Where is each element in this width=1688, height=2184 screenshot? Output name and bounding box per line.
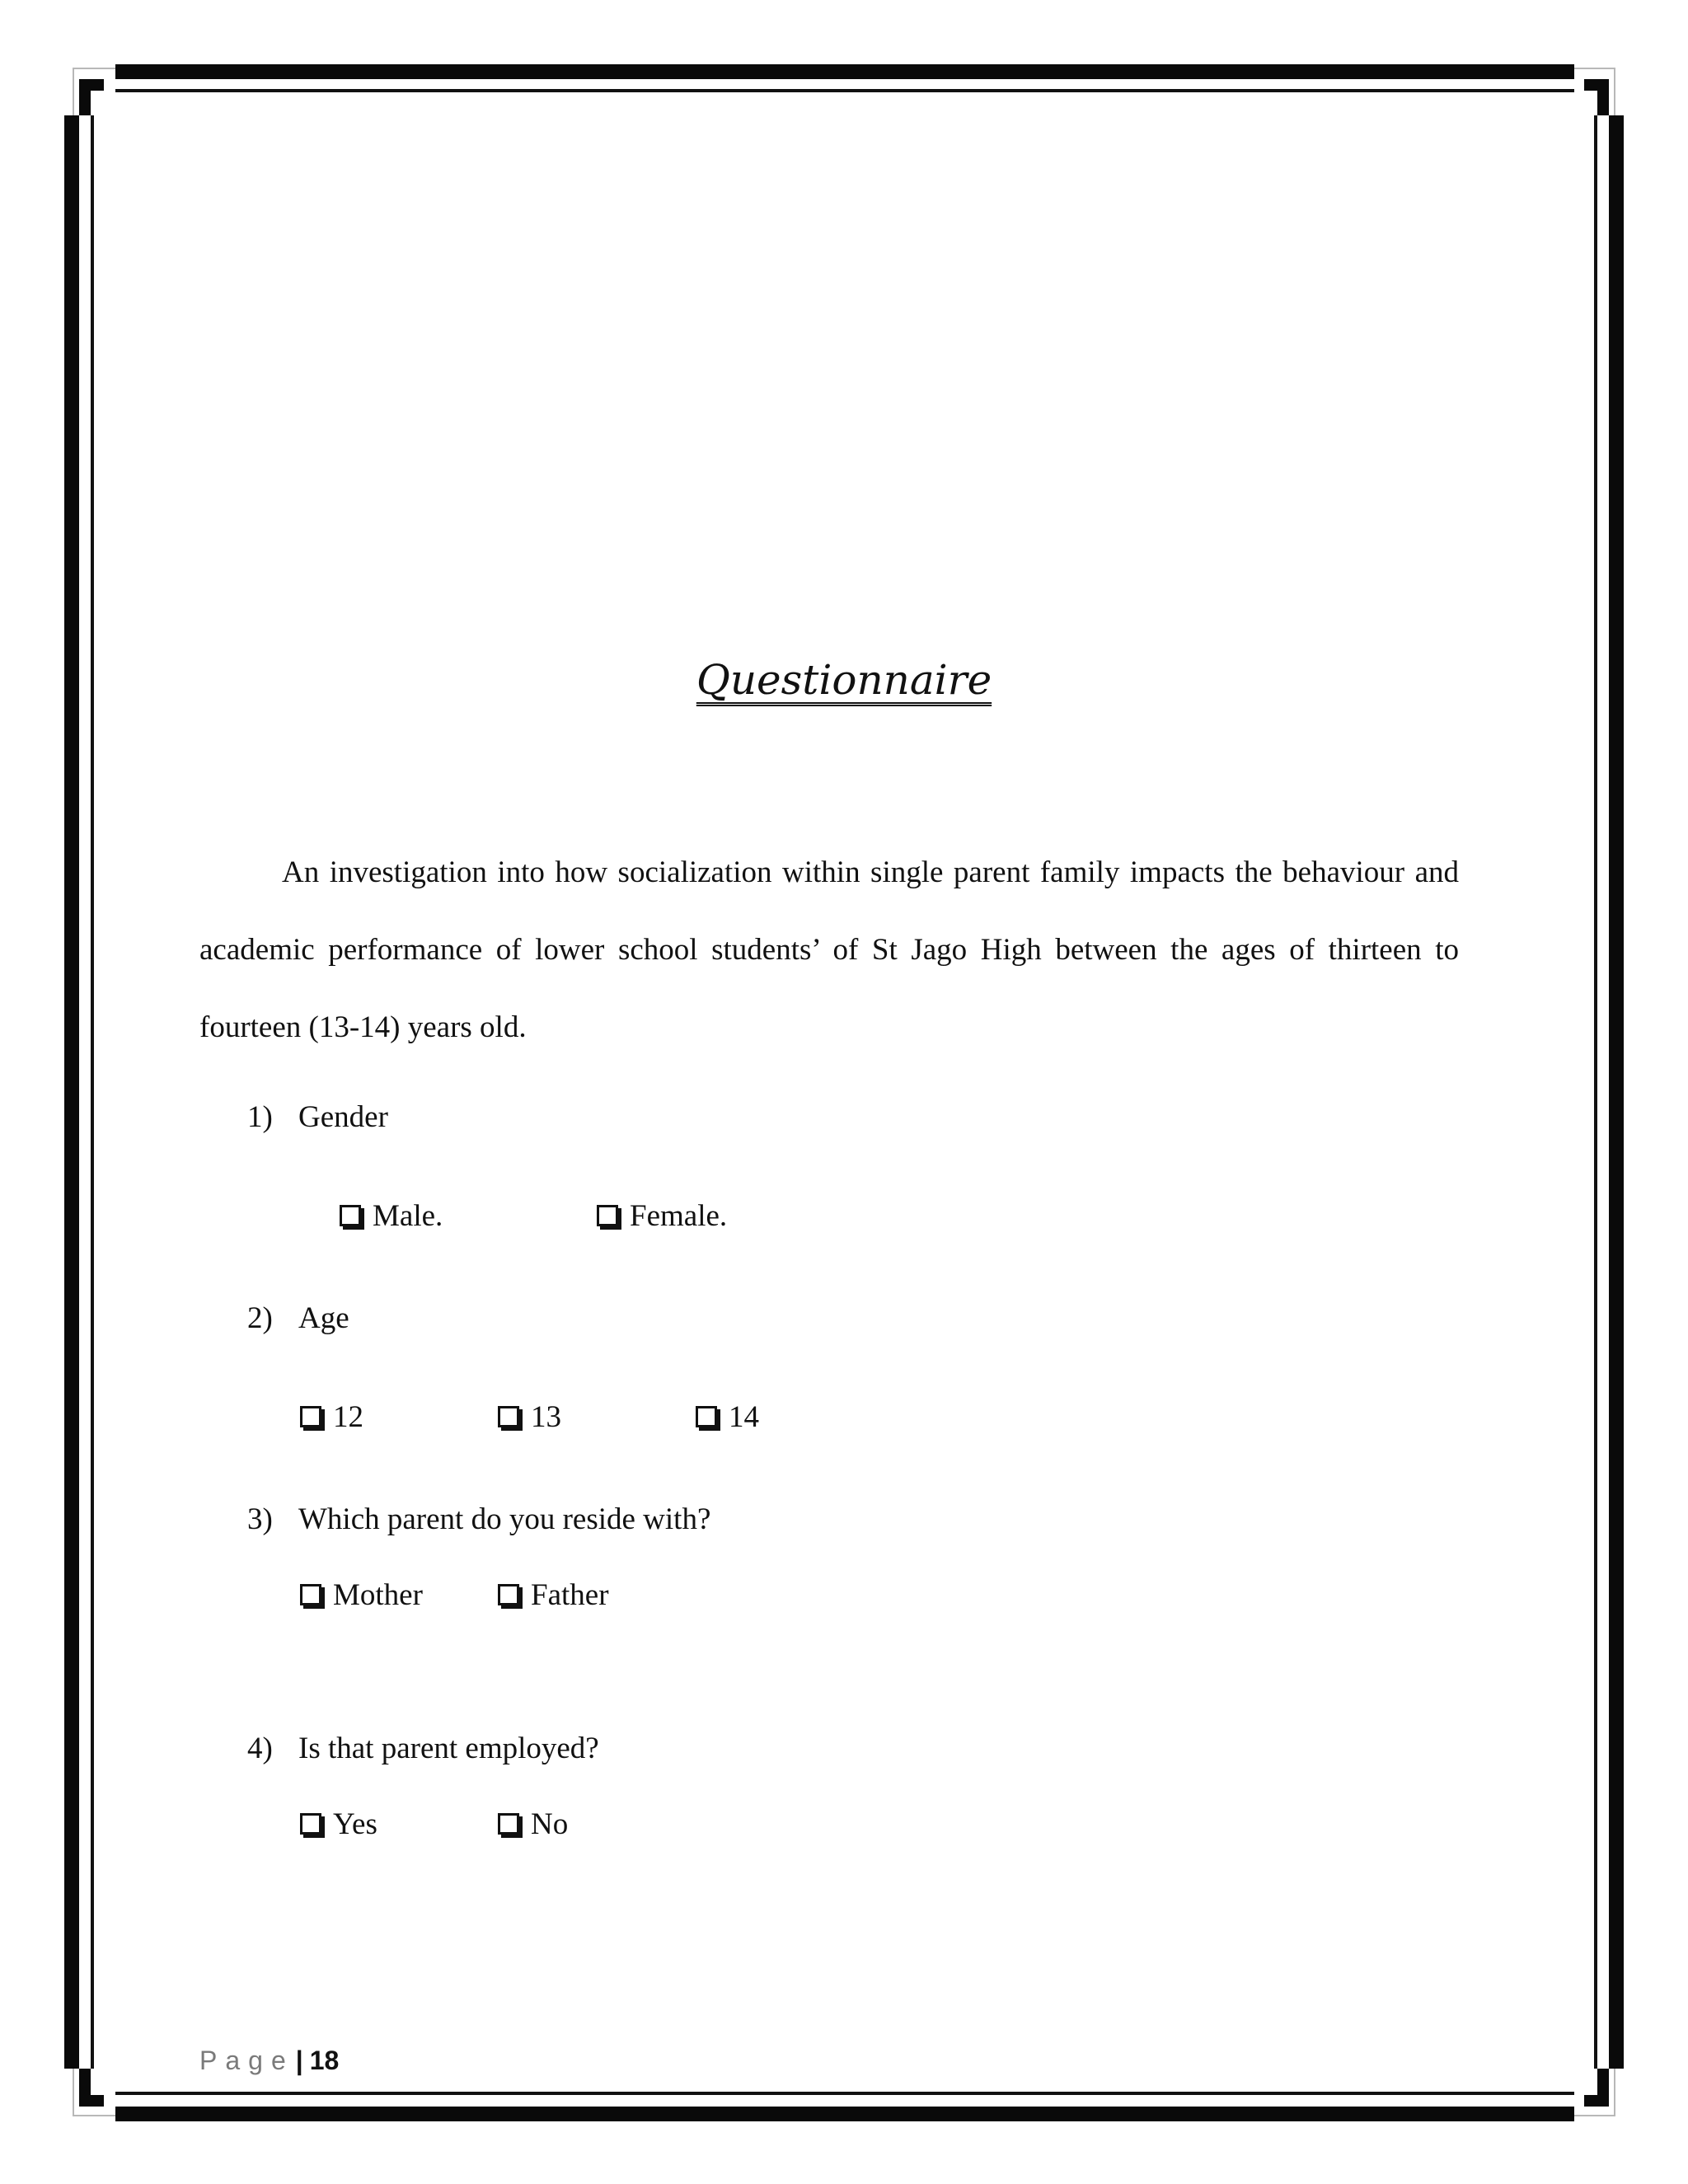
checkbox-option-yes[interactable] (300, 1807, 377, 1842)
question-parent (247, 1502, 710, 1537)
page-border-bottom (115, 2107, 1574, 2121)
checkbox-icon[interactable] (498, 1584, 519, 1605)
checkbox-option-female[interactable] (597, 1198, 727, 1234)
option-label: Mother (333, 1578, 423, 1612)
question-number: 2) (247, 1301, 273, 1335)
border-corner-bottom-left (79, 2069, 91, 2107)
intro-paragraph: An investigation into how socialization within single parent family impacts the behaviour and academic performance of lower school students’ of St Jago High between the ages of thirteen to fourteen (13-14) years old. (199, 855, 1459, 1044)
checkbox-icon[interactable] (597, 1205, 618, 1226)
option-label: Father (531, 1578, 609, 1612)
option-label: 12 (333, 1400, 363, 1434)
page-title: Questionnaire (696, 656, 992, 704)
page-border-inner-top (115, 89, 1574, 92)
page-border-right (1609, 115, 1624, 2069)
question-number: 4) (247, 1732, 273, 1765)
checkbox-option-mother[interactable] (300, 1577, 423, 1613)
question-text: Gender (298, 1100, 388, 1134)
checkbox-option-age-14[interactable] (696, 1399, 759, 1435)
checkbox-icon[interactable] (340, 1205, 361, 1226)
page-border-inner-left (91, 115, 94, 2069)
checkbox-option-male[interactable] (340, 1198, 443, 1234)
option-label: Female. (630, 1199, 728, 1233)
option-label: Yes (333, 1807, 377, 1841)
checkbox-option-age-12[interactable] (300, 1399, 363, 1435)
question-employed (247, 1731, 599, 1766)
checkbox-option-father[interactable] (498, 1577, 609, 1613)
border-corner-bottom-right (1597, 2069, 1609, 2107)
option-label: No (531, 1807, 569, 1841)
border-corner-top-left (79, 79, 91, 115)
question-text: Which parent do you reside with? (298, 1502, 711, 1536)
question-text: Is that parent employed? (298, 1732, 599, 1765)
page-border-left (64, 115, 79, 2069)
page-border-top (115, 64, 1574, 79)
checkbox-icon[interactable] (300, 1584, 321, 1605)
question-text: Age (298, 1301, 349, 1335)
checkbox-icon[interactable] (300, 1406, 321, 1427)
question-number: 1) (247, 1100, 273, 1134)
checkbox-option-age-13[interactable] (498, 1399, 561, 1435)
question-gender (247, 1099, 388, 1135)
option-label: 14 (729, 1400, 759, 1434)
checkbox-icon[interactable] (300, 1813, 321, 1835)
checkbox-icon[interactable] (498, 1813, 519, 1835)
page-label: Page (199, 2046, 294, 2075)
question-age (247, 1301, 349, 1336)
question-number: 3) (247, 1502, 273, 1536)
border-corner-top-right (1597, 79, 1609, 115)
page-number: 18 (309, 2046, 340, 2075)
checkbox-option-no[interactable] (498, 1807, 568, 1842)
page-border-inner-right (1594, 115, 1597, 2069)
option-label: 13 (531, 1400, 561, 1434)
checkbox-icon[interactable] (696, 1406, 717, 1427)
checkbox-icon[interactable] (498, 1406, 519, 1427)
page-footer (199, 2046, 339, 2076)
page-separator: | (295, 2046, 303, 2075)
page-border-inner-bottom (115, 2092, 1574, 2095)
option-label: Male. (373, 1199, 443, 1233)
